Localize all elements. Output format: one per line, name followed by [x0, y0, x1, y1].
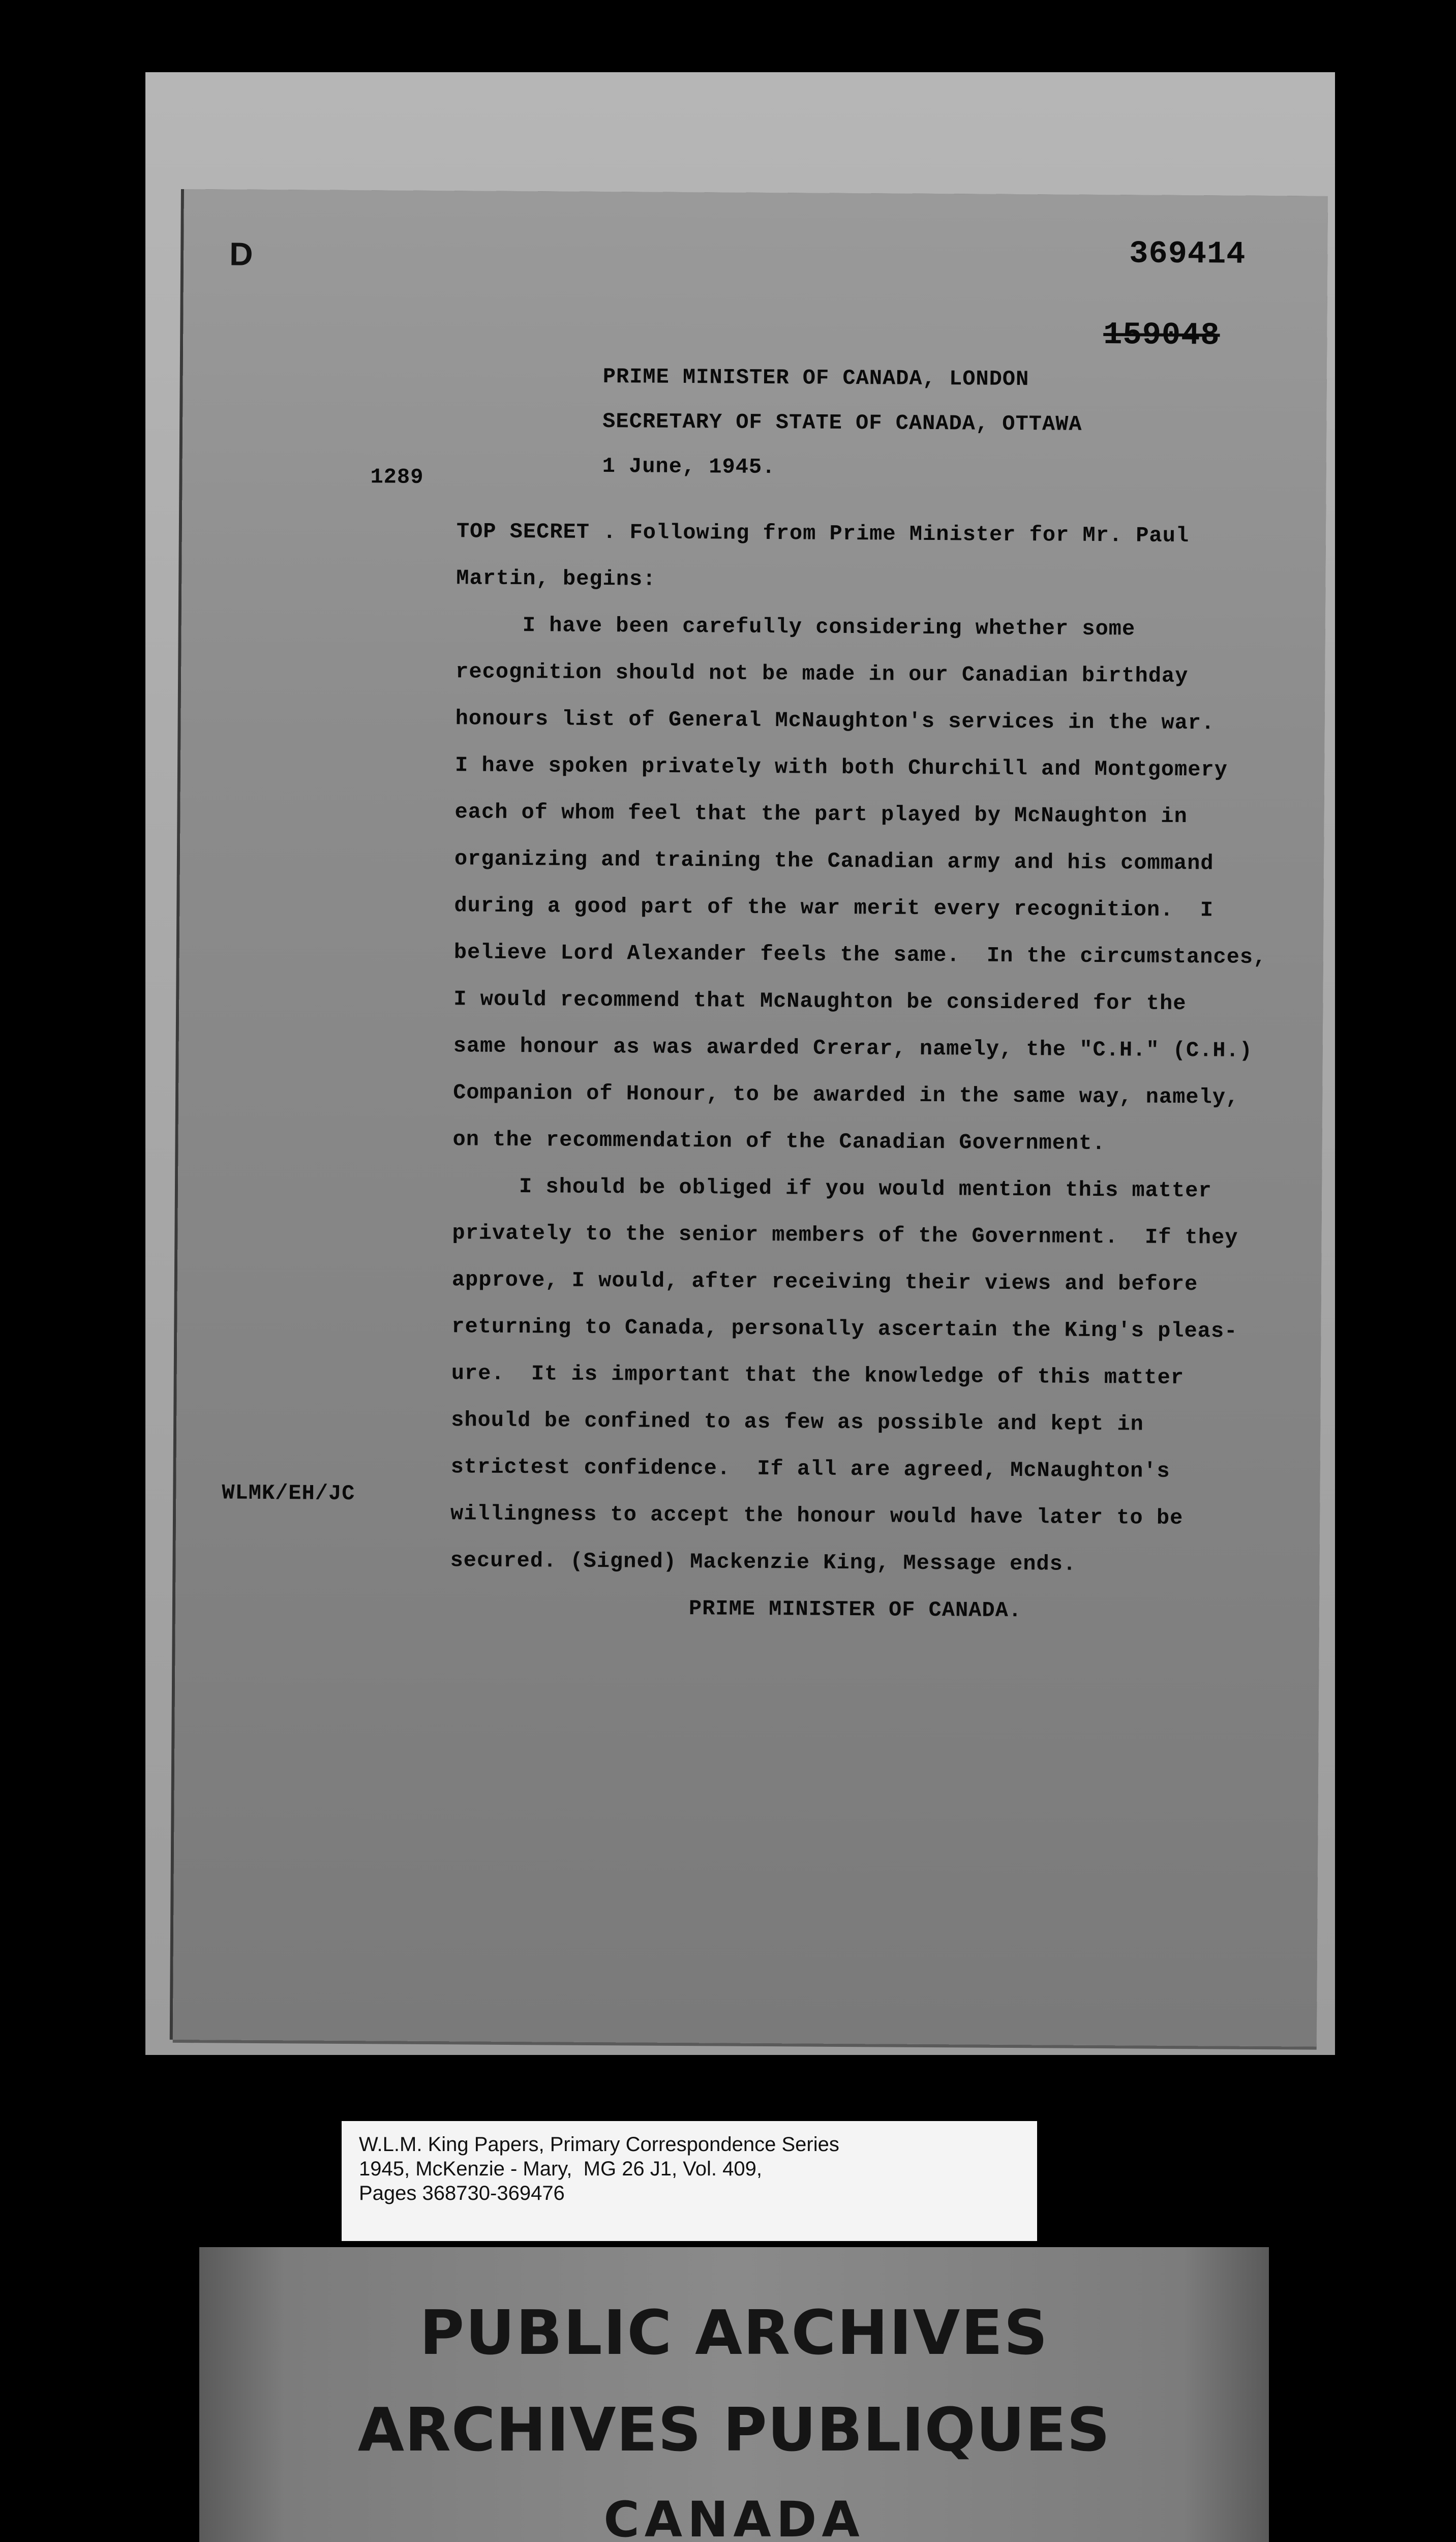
- body-line: on the recommendation of the Canadian Government.: [452, 1127, 1106, 1156]
- body-line: returning to Canada, personally ascertain the King's pleas-: [451, 1314, 1238, 1344]
- citation-label: [342, 2121, 1037, 2241]
- body-line: same honour as was awarded Crerar, namely, the "C.H." (C.H.): [453, 1034, 1253, 1063]
- body-line: I should be obliged if you would mention this matter: [452, 1174, 1212, 1203]
- body-line: approve, I would, after receiving their views and before: [451, 1267, 1198, 1297]
- corner-mark: D: [229, 235, 253, 273]
- body-line: willingness to accept the honour would have later to be: [450, 1501, 1184, 1531]
- body-line: I would recommend that McNaughton be considered for the: [453, 987, 1187, 1016]
- archives-stamp: [199, 2247, 1269, 2542]
- body-line: recognition should not be made in our Canadian birthday: [456, 659, 1189, 689]
- body-line: strictest confidence. If all are agreed, McNaughton's: [450, 1455, 1170, 1484]
- body-line: during a good part of the war merit every recognition. I: [454, 893, 1214, 923]
- header-date: 1 June, 1945.: [602, 454, 776, 480]
- document-number: 369414: [1129, 235, 1246, 273]
- typist-initials: WLMK/EH/JC: [222, 1480, 355, 1506]
- body-line: honours list of General McNaughton's services in the war.: [455, 706, 1215, 736]
- stamp-line-french: ARCHIVES PUBLIQUES: [357, 2395, 1111, 2465]
- document-sheet: [173, 189, 1328, 2047]
- struck-document-number: 159048: [1103, 317, 1220, 354]
- body-line: TOP SECRET . Following from Prime Minister for Mr. Paul: [456, 519, 1190, 549]
- body-line: should be confined to as few as possible and kept in: [451, 1408, 1144, 1437]
- body-line: organizing and training the Canadian army and his command: [454, 846, 1214, 876]
- stamp-line-english: PUBLIC ARCHIVES: [419, 2298, 1049, 2369]
- signature-line: PRIME MINISTER OF CANADA.: [688, 1596, 1022, 1623]
- header-to: PRIME MINISTER OF CANADA, LONDON: [602, 365, 1029, 392]
- body-line: I have spoken privately with both Churchill and Montgomery: [454, 753, 1228, 782]
- body-line: ure. It is important that the knowledge of this matter: [451, 1361, 1185, 1390]
- stamp-line-country: CANADA: [603, 2491, 865, 2542]
- body-line: believe Lord Alexander feels the same. In the circumstances,: [453, 940, 1267, 970]
- citation-line: 1945, McKenzie - Mary, MG 26 J1, Vol. 409,: [359, 2158, 762, 2180]
- body-line: Companion of Honour, to be awarded in the same way, namely,: [453, 1080, 1239, 1110]
- body-line: secured. (Signed) Mackenzie King, Message ends.: [450, 1548, 1077, 1577]
- citation-line: Pages 368730-369476: [359, 2182, 565, 2204]
- reference-number: 1289: [370, 465, 424, 490]
- body-line: Martin, begins:: [456, 566, 656, 592]
- body-line: each of whom feel that the part played by McNaughton in: [454, 800, 1188, 829]
- citation-line: W.L.M. King Papers, Primary Correspondence Series: [359, 2133, 839, 2156]
- body-line: privately to the senior members of the Government. If they: [452, 1221, 1238, 1250]
- header-from: SECRETARY OF STATE OF CANADA, OTTAWA: [602, 409, 1082, 437]
- body-line: I have been carefully considering whether some: [456, 613, 1136, 642]
